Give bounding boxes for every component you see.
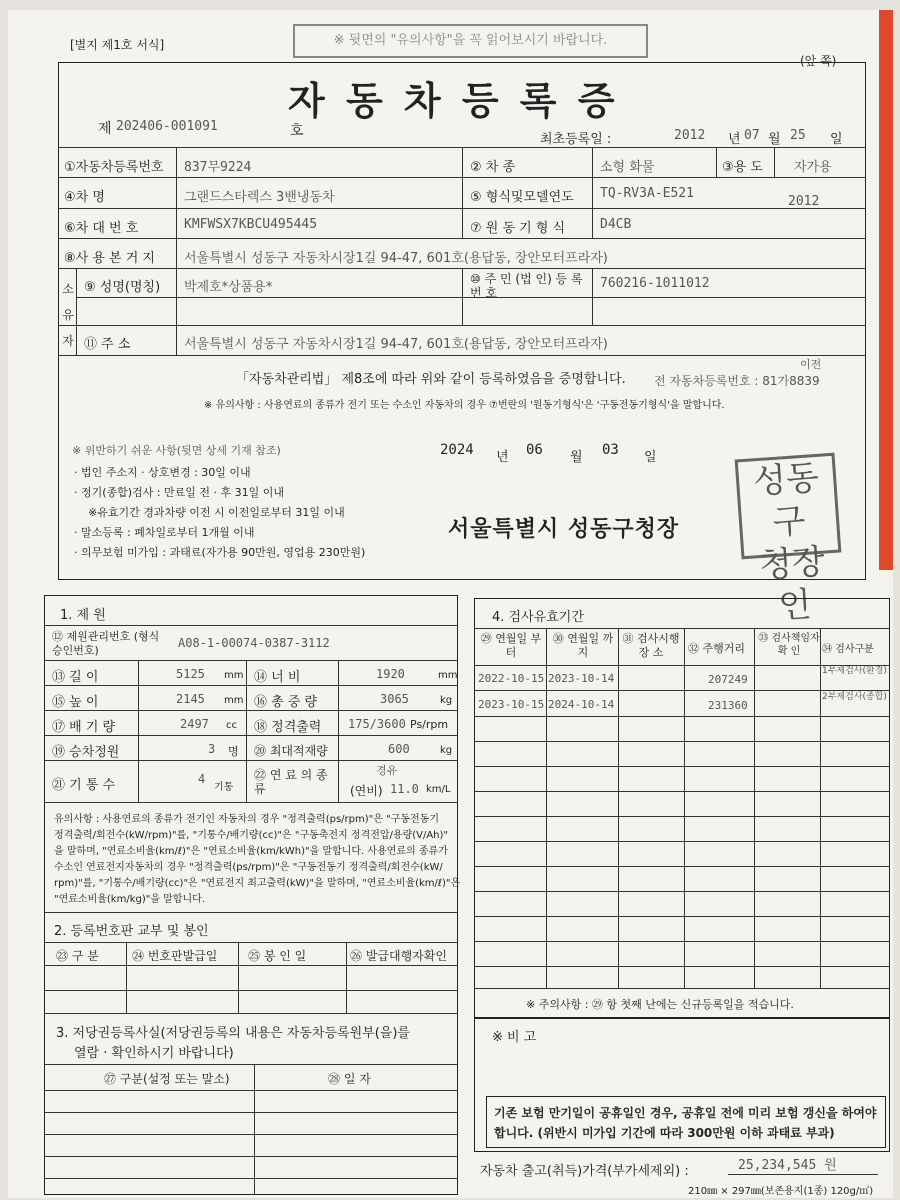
issue-day-unit: 일: [644, 450, 657, 465]
mortgage-title-2: 열람 · 확인하시기 바랍니다): [74, 1046, 234, 1061]
first-reg-day-unit: 일: [830, 132, 843, 147]
inspection-title: 4. 검사유효기간: [492, 610, 584, 625]
previous-label: 이전: [800, 358, 822, 371]
insp-col-kind: ㉞ 검사구분: [822, 644, 874, 655]
cylinders-value: 4: [198, 772, 206, 786]
engine-label: ⑦ 원 동 기 형 식: [470, 221, 566, 236]
efficiency-value: 11.0: [390, 782, 419, 796]
issue-month: 06: [526, 442, 543, 458]
cylinders-label: ㉑ 기 통 수: [52, 778, 116, 793]
vin-value: KMFWSX7KBCU495445: [184, 217, 318, 232]
model-label: ④차 명: [64, 190, 105, 205]
owner-value: 박제호*상품용*: [184, 280, 273, 295]
displacement-unit: cc: [226, 720, 237, 731]
first-reg-year-unit: 년: [728, 132, 741, 147]
base-value: 서울특별시 성동구 자동차시장1길 94-47, 601호(용답동, 장안모터프라자): [184, 251, 608, 266]
seats-unit: 명: [228, 745, 239, 758]
paper-spec: 210㎜ × 297㎜(보존용지(1종) 120g/㎡): [688, 1186, 874, 1197]
height-value: 2145: [176, 692, 205, 706]
max-load-unit: kg: [440, 745, 453, 756]
first-reg-month-unit: 월: [768, 132, 781, 147]
spec-note-6: "연료소비율(km/kg)"을 말합니다.: [54, 894, 205, 905]
price-value: 25,234,545 원: [738, 1158, 837, 1173]
issue-year-unit: 년: [496, 450, 509, 465]
insp-col-km: ㉜ 주행거리: [688, 642, 746, 655]
insurance-warning-1: 기존 보험 만기일이 공휴일인 경우, 공휴일 전에 미리 보험 갱신을 하여야: [494, 1106, 877, 1120]
mortgage-col-type: ㉗ 구분(설정 또는 말소): [104, 1072, 230, 1086]
length-value: 5125: [176, 667, 205, 681]
address-label: ⑪ 주 소: [84, 337, 131, 352]
displacement-label: ⑰ 배 기 량: [52, 720, 116, 735]
insp-row-to: 2023-10-14: [548, 672, 615, 685]
max-load-value: 600: [388, 742, 410, 756]
height-unit: mm: [224, 695, 244, 706]
gross-weight-unit: kg: [440, 695, 453, 706]
model-value: 그랜드스타렉스 3밴냉동차: [184, 190, 335, 205]
plate-col-category: ㉓ 구 분: [56, 949, 99, 963]
insurance-warning-2: 합니다. (위반시 미가입 기간에 따라 300만원 이하 과태료 부과): [494, 1126, 835, 1140]
first-reg-day: 25: [790, 128, 806, 143]
insp-col-to: ㉚ 연월일 까지: [552, 632, 614, 659]
cert-number: 202406-001091: [116, 119, 218, 134]
first-reg-label: 최초등록일 :: [540, 132, 612, 147]
plate-col-issue-date: ㉔ 번호판발급일: [132, 949, 218, 963]
address-value: 서울특별시 성동구 자동차시장1길 94-47, 601호(용답동, 장안모터프라자): [184, 337, 608, 352]
fuel-value: 경유: [376, 764, 398, 777]
insp-row-from: 2022-10-15: [478, 672, 545, 685]
insp-row-from: 2023-10-15: [478, 698, 545, 711]
width-unit: mm: [438, 670, 458, 681]
mgmt-no-label: ⑫ 제원관리번호 (형식승인번호): [52, 630, 160, 657]
certify-statement: 「자동차관리법」 제8조에 따라 위와 같이 등록하였음을 증명합니다.: [236, 372, 626, 387]
issue-year: 2024: [440, 442, 474, 458]
power-unit: Ps/rpm: [410, 718, 449, 731]
efficiency-label: (연비): [350, 784, 383, 798]
insp-row-to: 2024-10-14: [548, 698, 615, 711]
id-value: 760216-1011012: [600, 276, 710, 291]
vehicle-type-value: 소형 화물: [600, 160, 655, 175]
fuel-label: ㉒ 연 료 의 종 류: [254, 768, 328, 796]
gross-weight-value: 3065: [380, 692, 409, 706]
model-year-value: 2012: [788, 194, 820, 209]
insp-col-inspector: ㉝ 검사책임자 확 인: [758, 633, 820, 657]
mortgage-col-date: ㉘ 일 자: [328, 1072, 371, 1086]
first-reg-year: 2012: [674, 128, 706, 143]
first-reg-month: 07: [744, 128, 760, 143]
official-seal: [735, 453, 842, 627]
plate-title: 2. 등록번호판 교부 및 봉인: [54, 924, 209, 939]
id-label: ⑩ 주 민 (법 인) 등 록 번 호: [470, 272, 583, 300]
base-label: ⑧사 용 본 거 지: [64, 251, 155, 266]
seats-label: ⑲ 승차정원: [52, 745, 120, 760]
top-notice: ※ 뒷면의 "유의사항"을 꼭 읽어보시기 바랍니다.: [293, 24, 648, 58]
price-label: 자동차 출고(취득)가격(부가세제외) :: [480, 1164, 689, 1179]
violation-1: · 법인 주소지 · 상호변경 : 30일 이내: [74, 466, 251, 479]
issue-month-unit: 월: [570, 450, 583, 465]
displacement-value: 2497: [180, 717, 209, 731]
length-label: ⑬ 길 이: [52, 670, 99, 685]
width-value: 1920: [376, 667, 405, 681]
seats-value: 3: [208, 742, 216, 756]
violation-3: ※유효기간 경과차량 이전 시 이전일로부터 31일 이내: [88, 506, 345, 519]
insp-col-from: ㉙ 연월일 부터: [480, 632, 542, 659]
issuer-name: 서울특별시 성동구청장: [448, 516, 680, 542]
plate-col-agent: ㉖ 발급대행자확인: [350, 949, 447, 963]
power-label: ⑱ 정격출력: [254, 720, 322, 735]
cert-prefix: 제: [98, 121, 112, 137]
power-value: 175/3600: [348, 717, 406, 731]
spec-note-5: rpm)"를, "기통수/배기량(cc)"은 "연료전지 최고출력(kW)"을 말하며, "연료소비율(km/ℓ)"은: [54, 878, 461, 889]
violation-2: · 정기(종합)검사 : 만료일 전 · 후 31일 이내: [74, 486, 285, 499]
insp-row-kind: 1부제검사(환경): [822, 666, 887, 676]
mgmt-no-value: A08-1-00074-0387-3112: [178, 636, 330, 650]
spec-note-1: 유의사항 : 사용연료의 종류가 전기인 자동차의 경우 "정격출력(ps/rpm)"은 "구동전동기: [54, 814, 439, 825]
mortgage-title-1: 3. 저당권등록사실(저당권등록의 내용은 자동차등록원부(을)를: [56, 1026, 410, 1041]
document-title: 자 동 차 등 록 증: [288, 78, 619, 123]
insp-col-place: ㉛ 검사시행 장 소: [622, 632, 680, 659]
use-label: ③용 도: [722, 160, 763, 175]
seal-line-2: 청장인: [757, 541, 827, 627]
height-label: ⑮ 높 이: [52, 695, 99, 710]
vehicle-type-label: ② 차 종: [470, 160, 516, 175]
plate-col-seal-date: ㉕ 봉 인 일: [248, 949, 307, 963]
violation-4: · 말소등록 : 폐차일로부터 1개월 이내: [74, 526, 255, 539]
red-background-strip: [879, 10, 893, 570]
inspection-frame: [474, 598, 890, 1018]
insp-row-km: 231360: [708, 699, 748, 712]
efficiency-unit: km/L: [426, 784, 451, 795]
engine-value: D4CB: [600, 217, 632, 232]
side-label: (앞 쪽): [800, 54, 837, 68]
cylinders-unit: 기통: [214, 782, 234, 793]
reg-no-value: 837무9224: [184, 160, 252, 175]
spec-note-3: 을 말하며, "연료소비율(km/ℓ)"은 "연료소비율(km/kWh)"을 말합니다. 사용연료의 종류가: [54, 846, 448, 857]
issue-day: 03: [602, 442, 619, 458]
owner-label: ⑨ 성명(명칭): [84, 280, 161, 295]
gross-weight-label: ⑯ 총 중 량: [254, 695, 318, 710]
remarks-title: ※ 비 고: [492, 1030, 537, 1045]
form-number: [별지 제1호 서식]: [70, 38, 165, 52]
violation-5: · 의무보험 미가입 : 과태료(자가용 90만원, 영업용 230만원): [74, 546, 366, 559]
width-label: ⑭ 너 비: [254, 670, 301, 685]
electric-note: ※ 유의사항 : 사용연료의 종류가 전기 또는 수소인 자동차의 경우 ⑦번란의 '원동기형식'은 '구동전동기형식'을 말합니다.: [204, 400, 725, 411]
insp-row-kind: 2부제검사(종합): [822, 692, 887, 702]
max-load-label: ⑳ 최대적재량: [254, 744, 328, 758]
use-value: 자가용: [794, 160, 832, 175]
previous-reg-number: 전 자동차등록번호 : 81가8839: [654, 374, 820, 388]
seal-line-1: 성동구: [752, 457, 821, 544]
length-unit: mm: [224, 670, 244, 681]
owner-group-label: 소유자: [62, 282, 74, 348]
certificate-page: [8, 10, 893, 1198]
model-code-value: TQ-RV3A-E521: [600, 186, 694, 201]
spec-note-4: 수소인 연료전지자동차의 경우 "정격출력(ps/rpm)"은 "구동전동기 정격출력/회전수(kW/: [54, 862, 443, 873]
inspection-note: ※ 주의사항 : ㉙ 항 첫째 난에는 신규등록일을 적습니다.: [526, 998, 794, 1011]
specs-title: 1. 제 원: [60, 608, 106, 623]
cert-suffix: 호: [290, 123, 304, 139]
vin-label: ⑥차 대 번 호: [64, 221, 139, 236]
violations-title: ※ 위반하기 쉬운 사항(뒷면 상세 기재 참조): [72, 444, 281, 457]
insp-row-km: 207249: [708, 673, 748, 686]
reg-no-label: ①자동차등록번호: [64, 160, 164, 175]
model-year-label: ⑤ 형식및모델연도: [470, 190, 574, 205]
spec-note-2: 정격출력/회전수(kW/rpm)"를, "기통수/배기량(cc)"은 "구동축전지 정격전압/용량(V/Ah)": [54, 830, 449, 841]
